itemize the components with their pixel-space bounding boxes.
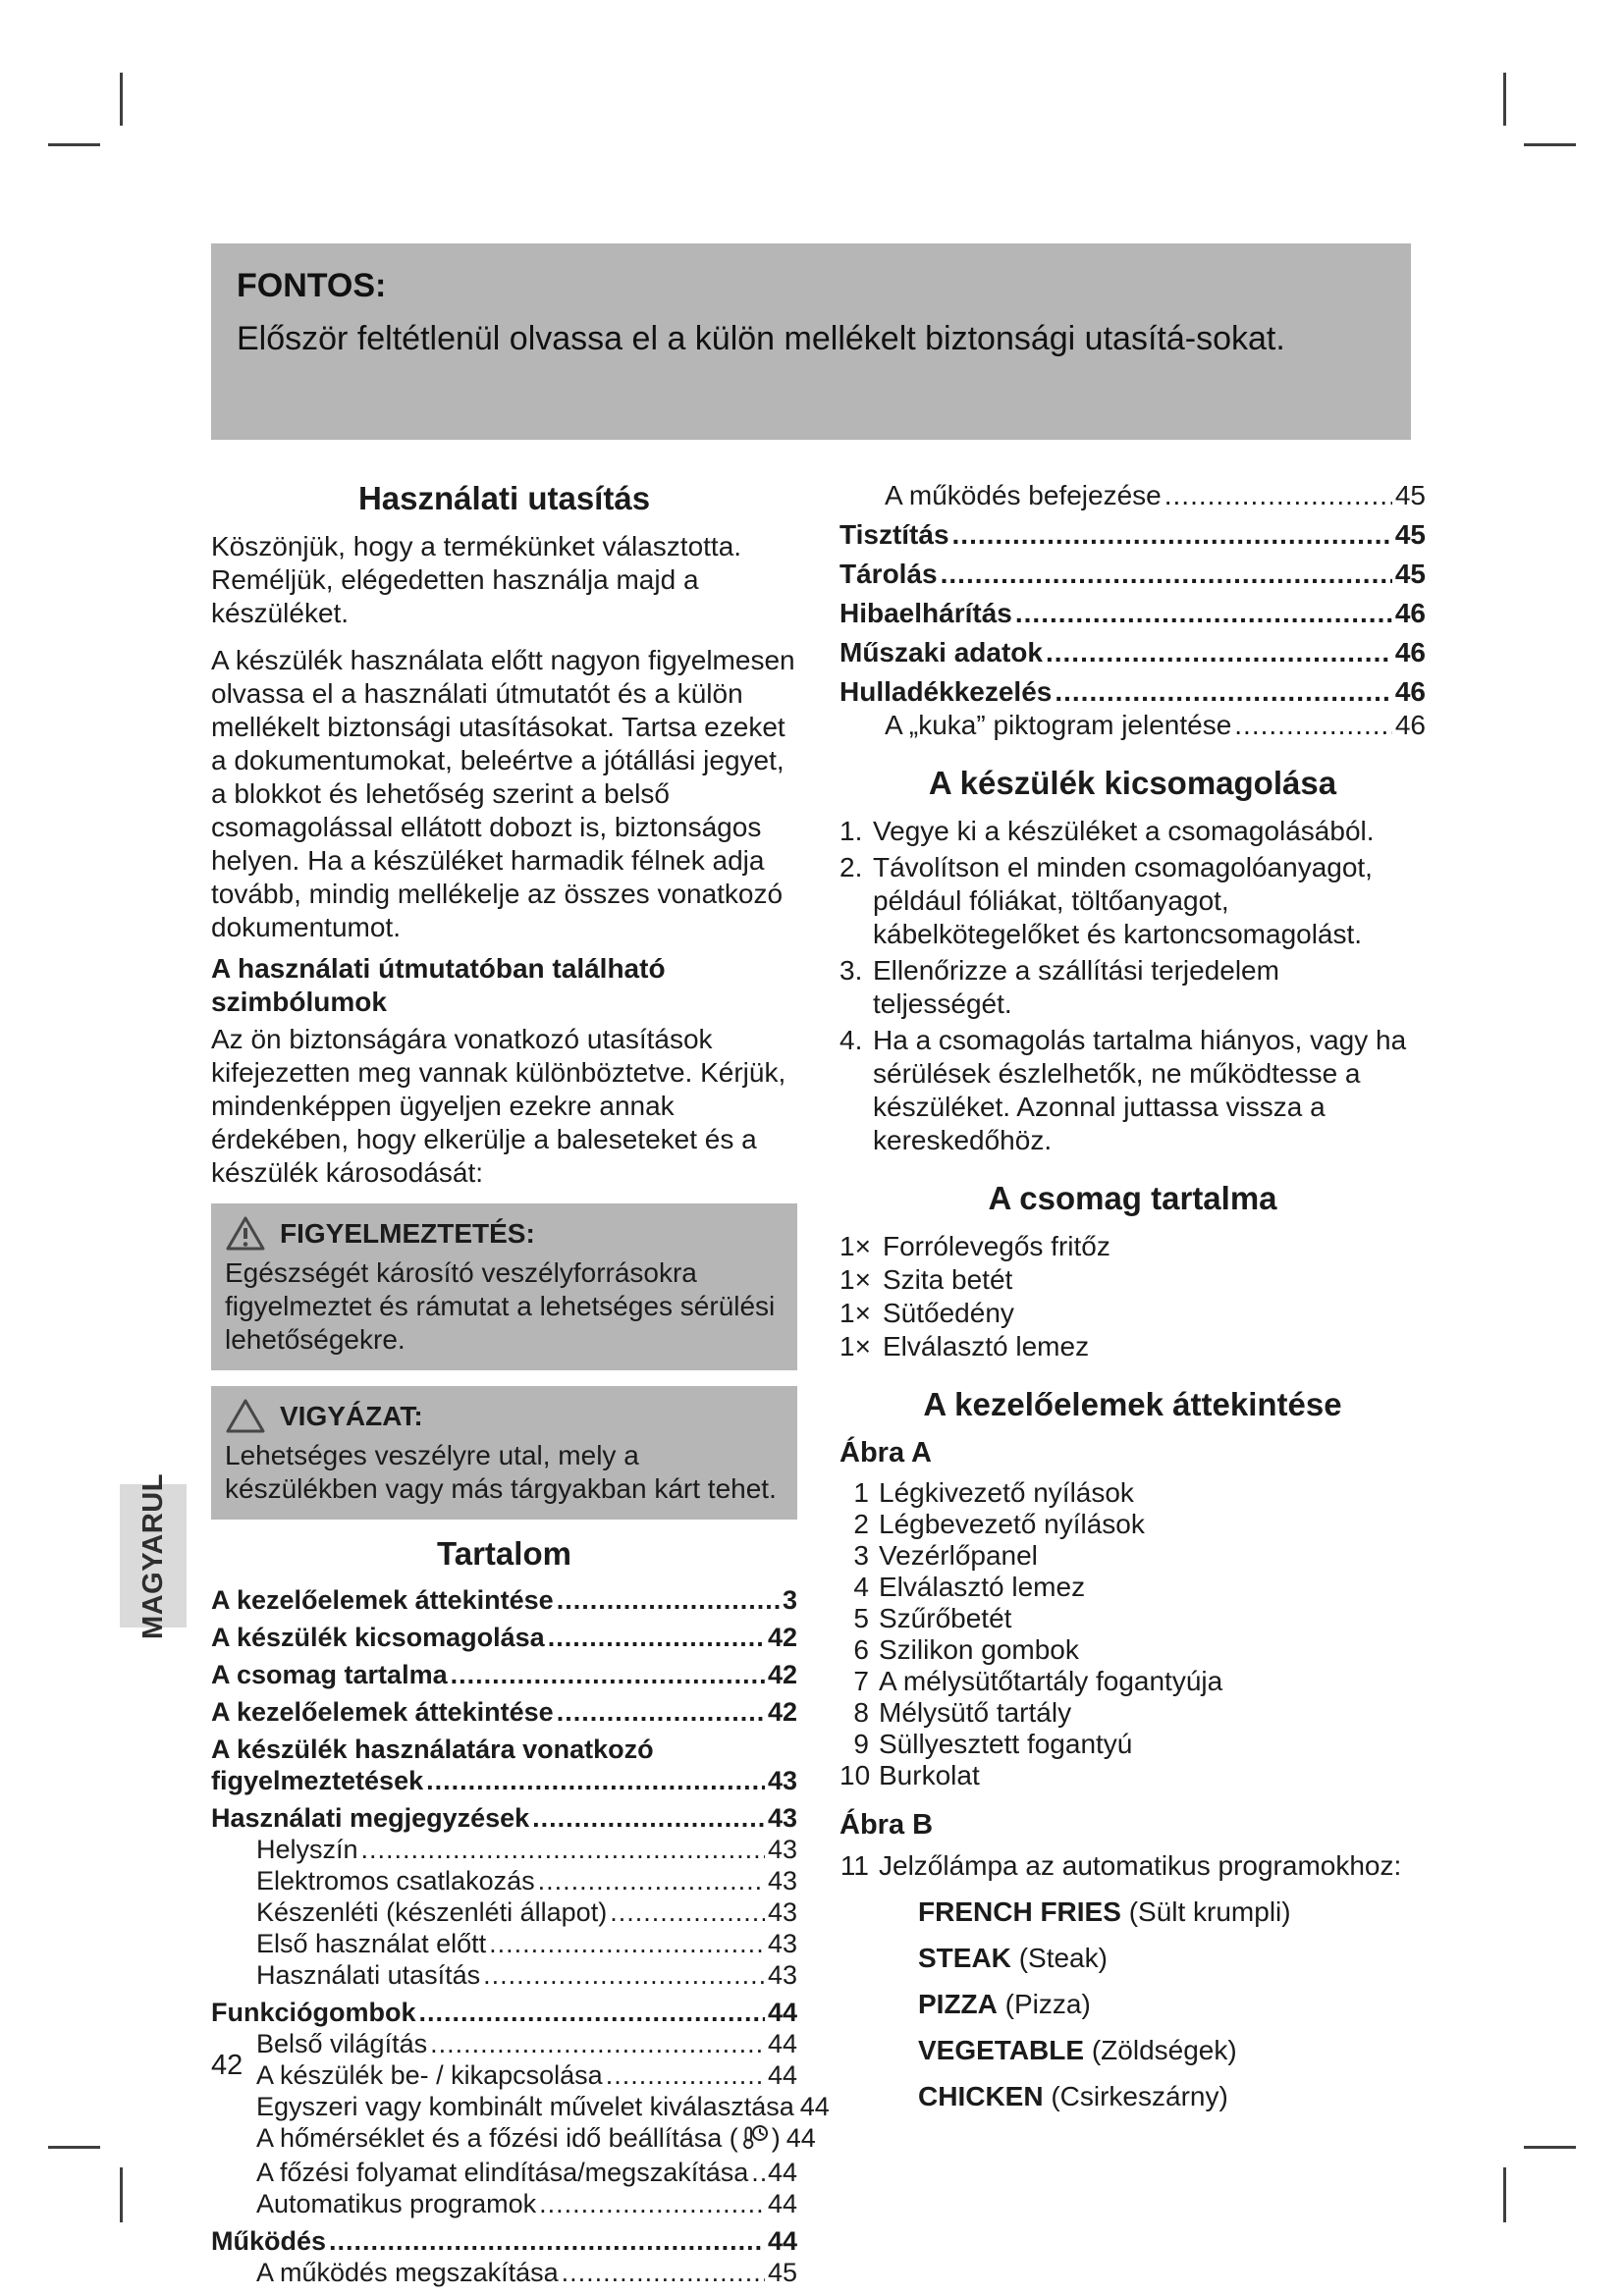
toc-dot-leader [952,518,1392,552]
figure-a-item [839,1572,1426,1602]
figure-a-item-label: Szűrőbetét [879,1603,1012,1633]
toc-entry-page: 44 [767,2226,797,2256]
figure-a-label: Ábra A [839,1437,932,1468]
toc-dot-leader [483,1959,765,1991]
crop-mark-bottom-left-v [120,2167,123,2222]
crop-mark-bottom-left-h [48,2146,100,2149]
unpacking-step-text: Ha a csomagolás tartalma hiányos, vagy ha sérülések észlelhetők, ne működtesse a készüléket. Azonnal juttassa vissza a kereskedőhöz. [873,1025,1407,1155]
toc-entry-page: 43 [767,1960,797,1990]
figure-a-item-label: Mélysütő tartály [879,1697,1072,1728]
toc-entry-label: A főzési folyamat elindítása/megszakítása [256,2158,749,2187]
package-item-qty: 1× [839,1331,871,1362]
crop-mark-top-right-h [1524,143,1576,146]
toc-entry-label: A készülék használatára vonatkozó [211,1735,654,1764]
overview-title: A kezelőelemek áttekintése [923,1386,1342,1422]
toc-entry-page: 44 [767,1998,797,2027]
program-item [839,2080,1426,2113]
notice-title: FONTOS: [237,267,387,304]
toc-entry-label: A működés befejezése [885,480,1162,510]
warning-text: Egészségét károsító veszélyforrásokra figyelmeztet és rámutat a lehetséges sérülési lehetőségekre. [225,1257,776,1355]
usage-instructions-title: Használati utasítás [357,480,651,516]
toc-entry [839,518,1426,552]
toc-entry-label: A készülék be- / kikapcsolása [256,2060,603,2090]
toc-entry [211,1584,797,1616]
toc-entry-label: Tárolás [839,559,938,589]
toc-list-right [839,479,1426,742]
figure-b-item-number: 11 [839,1850,869,1881]
figure-a-item-number: 10 [839,1760,871,1790]
toc-entry-label: Automatikus programok [256,2189,537,2218]
crop-mark-bottom-right-h [1524,2146,1576,2149]
toc-dot-leader [1234,709,1392,742]
toc-dot-leader [1015,597,1392,630]
figure-a-item-number: 8 [853,1697,869,1728]
package-item [839,1330,1426,1363]
unpacking-list [839,815,1426,1157]
unpacking-title: A készülék kicsomagolása [928,765,1337,801]
figure-a-item [839,1666,1426,1696]
toc-entry-page: 45 [1394,480,1426,510]
toc-entry [211,1834,797,1865]
figure-a-item-number: 9 [853,1729,869,1759]
caution-header [225,1398,782,1435]
notice-body: Először feltétlenül olvassa el a külön mellékelt biztonsági utasítá-sokat. [237,320,1285,357]
toc-entry-label: Elektromos csatlakozás [256,1866,535,1896]
intro-paragraph-2: A készülék használata előtt nagyon figyelmesen olvassa el a használati útmutatót és a külön mellékelt biztonsági utasításokat. Tartsa ezeket a dokumentumokat, beleértve a jótállási jegyet, a blokkot és lehetőség szerint a belső csomagolással ellátott dobozt is, biztonságos helyen. Ha a készüléket harmadik félnek adja tovább, mindig mellékelje az összes vonatkozó dokumentumot. [211,645,795,942]
toc-entry [211,1928,797,1959]
toc-entry [211,2257,797,2288]
toc-entry-page: 42 [767,1697,797,1727]
figure-a-item-number: 5 [853,1603,869,1633]
program-description: (Zöldségek) [1091,2035,1237,2065]
crop-mark-bottom-right-v [1503,2167,1506,2222]
toc-dot-leader [1164,479,1392,512]
figure-a-item [839,1509,1426,1539]
toc-entry-page: 43 [767,1766,797,1795]
toc-list-left [211,1584,830,2288]
toc-entry-label: A csomag tartalma [211,1660,448,1689]
toc-dot-leader [751,2157,765,2188]
unpacking-step-text: Ellenőrizze a szállítási terjedelem teljességét. [873,955,1279,1019]
figure-a-item-label: Vezérlőpanel [879,1540,1038,1571]
toc-entry [211,2028,797,2059]
unpacking-step [839,1024,1426,1157]
toc-dot-leader [539,2188,765,2219]
toc-entry-label: Tisztítás [839,519,949,550]
package-item-qty: 1× [839,1264,871,1295]
toc-entry-page: 42 [767,1660,797,1689]
program-item [839,2034,1426,2067]
figure-a-item-number: 7 [853,1666,869,1696]
figure-a-item [839,1634,1426,1665]
unpacking-step-text: Vegye ki a készüléket a csomagolásából. [873,816,1375,846]
caution-label: VIGYÁZAT: [280,1401,423,1431]
toc-entry-label: Használati utasítás [256,1960,481,1990]
figure-a-item [839,1540,1426,1571]
toc-entry-page: 44 [767,2189,797,2218]
program-name: FRENCH FRIES [918,1896,1121,1927]
language-tab [120,1472,187,1639]
toc-entry [211,2059,797,2091]
unpacking-step-text: Távolítson el minden csomagolóanyagot, például fóliákat, töltőanyagot, kábelkötegelőket és kartoncsomagolást. [873,852,1373,949]
figure-a-item-label: A mélysütőtartály fogantyúja [879,1666,1223,1696]
toc-entry [211,1765,797,1796]
toc-entry-page: 43 [767,1803,797,1833]
package-list [839,1230,1426,1363]
toc-entry [211,2091,830,2122]
toc-dot-leader [451,1659,765,1690]
package-item [839,1263,1426,1297]
figure-a-item-label: Elválasztó lemez [879,1572,1086,1602]
program-description: (Csirkeszárny) [1051,2081,1228,2111]
toc-dot-leader [557,1696,765,1728]
figure-b-item [839,1849,1426,1883]
program-description: (Pizza) [1004,1989,1091,2019]
toc-entry [211,1659,797,1690]
toc-entry-page: 43 [767,1866,797,1896]
unpacking-step [839,851,1426,951]
figure-a-item-number: 4 [853,1572,869,1602]
program-list [839,1896,1426,2113]
toc-entry-label: Helyszín [256,1835,358,1864]
package-item [839,1230,1426,1263]
important-notice-box [211,243,1411,440]
toc-entry-label: Egyszeri vagy kombinált művelet kiválasztása [256,2092,794,2121]
toc-entry [211,1896,797,1928]
toc-entry [839,558,1426,591]
toc-entry [839,597,1426,630]
toc-entry [839,479,1426,512]
crop-mark-top-left-h [48,143,100,146]
program-description: (Sült krumpli) [1128,1896,1291,1927]
intro-paragraph-1: Köszönjük, hogy a termékünket választotta. Reméljük, elégedetten használja majd a készüléket. [211,531,742,628]
toc-dot-leader [538,1865,765,1896]
warning-header [225,1215,782,1253]
toc-entry-label: Műszaki adatok [839,637,1043,667]
toc-entry [211,1865,797,1896]
figure-b-label: Ábra B [839,1809,934,1841]
toc-dot-leader [610,1896,765,1928]
toc-entry-page: 43 [767,1897,797,1927]
figure-a-item [839,1760,1426,1790]
toc-entry [211,1622,797,1653]
toc-entry-label: Hulladékkezelés [839,676,1053,707]
toc-dot-leader [1046,636,1392,669]
figure-a-item-label: Burkolat [879,1760,980,1790]
program-name: STEAK [918,1943,1011,1973]
toc-entry-page: 46 [1394,598,1426,628]
language-tab-label: MAGYARUL [136,1472,169,1639]
toc-entry-page: 44 [767,2060,797,2090]
figure-a-item [839,1729,1426,1759]
toc-entry-label: A készülék kicsomagolása [211,1623,545,1652]
figure-a-item-number: 1 [853,1477,869,1508]
toc-dot-leader [548,1622,765,1653]
toc-entry-page: 45 [1394,559,1426,589]
program-name: CHICKEN [918,2081,1044,2111]
toc-entry-page: 44 [799,2092,830,2121]
toc-dot-leader [361,1834,765,1865]
toc-entry-icon-parens: ( ) [722,2122,781,2157]
unpacking-step-number: 3. [839,955,863,986]
toc-entry [211,2122,816,2157]
page-number: 42 [211,2050,244,2081]
toc-entry-label: A kezelőelemek áttekintése [211,1585,554,1615]
toc-entry [839,709,1426,742]
toc-entry [211,2157,797,2188]
toc-entry-label: A működés megszakítása [256,2258,559,2287]
toc-entry [839,636,1426,669]
program-description: (Steak) [1018,1943,1108,1973]
toc-entry-page: 44 [767,2158,797,2187]
toc-dot-leader [430,2028,765,2059]
unpacking-step-number: 2. [839,852,863,882]
toc-entry-label: Funkciógombok [211,1998,416,2027]
unpacking-step [839,815,1426,848]
toc-entry-page: 46 [1394,710,1426,740]
toc-entry-label: Használati megjegyzések [211,1803,530,1833]
toc-entry [211,1802,797,1834]
figure-a-item-label: Légbevezető nyílások [879,1509,1145,1539]
toc-entry-label: Működés [211,2226,327,2256]
toc-entry-page: 42 [767,1623,797,1652]
toc-dot-leader [562,2257,765,2288]
toc-entry [211,2225,797,2257]
temp-time-icon [740,2124,770,2157]
crop-mark-top-right-v [1503,73,1506,126]
toc-entry [211,2188,797,2219]
toc-dot-leader [329,2225,765,2257]
package-title: A csomag tartalma [988,1180,1277,1216]
toc-entry-label: A kezelőelemek áttekintése [211,1697,554,1727]
warning-label: FIGYELMEZTETÉS: [280,1218,535,1249]
figure-a-item [839,1477,1426,1508]
toc-dot-leader [426,1765,765,1796]
figure-a-item [839,1603,1426,1633]
figure-a-item-number: 3 [853,1540,869,1571]
toc-entry-page: 45 [1394,519,1426,550]
crop-mark-top-left-v [120,73,123,126]
figure-a-item-number: 6 [853,1634,869,1665]
toc-dot-leader [557,1584,780,1616]
toc-entry-label: figyelmeztetések [211,1766,424,1795]
package-item-label: Sütőedény [883,1298,1014,1328]
right-column [839,479,1426,2113]
toc-entry-page: 43 [767,1929,797,1958]
toc-entry [211,1734,797,1765]
caution-text: Lehetséges veszélyre utal, mely a készülékben vagy más tárgyakban kárt tehet. [225,1440,777,1504]
toc-entry-label: A „kuka” piktogram jelentése [885,710,1232,740]
toc-title: Tartalom [437,1535,571,1572]
program-name: PIZZA [918,1989,998,2019]
toc-entry-label: Belső világítás [256,2029,428,2058]
toc-entry-page: 46 [1394,637,1426,667]
package-item-qty: 1× [839,1298,871,1328]
figure-a-list [839,1477,1426,1790]
toc-entry [839,675,1426,709]
unpacking-step-number: 4. [839,1025,863,1055]
toc-dot-leader [1055,675,1392,709]
warning-box [211,1203,797,1370]
unpacking-step-number: 1. [839,816,863,846]
program-item [839,1942,1426,1975]
caution-box [211,1386,797,1520]
toc-entry-page: 46 [1394,676,1426,707]
toc-dot-leader [606,2059,765,2091]
figure-a-item [839,1697,1426,1728]
toc-entry-label: A hőmérséklet és a főzési idő beállítása [256,2123,723,2153]
figure-a-item-label: Szilikon gombok [879,1634,1079,1665]
toc-entry-page: 44 [767,2029,797,2058]
symbols-paragraph: Az ön biztonságára vonatkozó utasítások kifejezetten meg vannak különböztetve. Kérjük, mindenképpen ügyeljen ezekre annak érdekében, hogy elkerülje a baleseteket és a készülék károsodását: [211,1024,786,1188]
toc-entry [211,1997,797,2028]
warning-triangle-icon [225,1215,266,1253]
figure-a-item-label: Süllyesztett fogantyú [879,1729,1133,1759]
toc-entry [211,1696,797,1728]
figure-a-item-number: 2 [853,1509,869,1539]
toc-dot-leader [419,1997,765,2028]
symbols-heading: A használati útmutatóban található szimbólumok [211,953,666,1017]
toc-dot-leader [532,1802,765,1834]
toc-entry-page: 3 [782,1585,797,1615]
unpacking-step [839,954,1426,1021]
toc-entry-page: 44 [785,2123,816,2153]
toc-entry-label: Első használat előtt [256,1929,487,1958]
caution-triangle-icon [225,1398,266,1435]
toc-entry [211,1959,797,1991]
package-item-label: Szita betét [883,1264,1013,1295]
program-name: VEGETABLE [918,2035,1085,2065]
toc-dot-leader [941,558,1392,591]
package-item-qty: 1× [839,1231,871,1261]
package-item-label: Forrólevegős fritőz [883,1231,1110,1261]
left-column [211,479,830,2288]
toc-entry-page: 45 [767,2258,797,2287]
figure-a-item-label: Légkivezető nyílások [879,1477,1134,1508]
toc-entry-label: Készenléti (készenléti állapot) [256,1897,608,1927]
toc-entry-label: Hibaelhárítás [839,598,1012,628]
toc-entry-page: 43 [767,1835,797,1864]
package-item [839,1297,1426,1330]
package-item-label: Elválasztó lemez [883,1331,1090,1362]
program-item [839,1896,1426,1929]
figure-b-item-label: Jelzőlámpa az automatikus programokhoz: [879,1850,1402,1881]
program-item [839,1988,1426,2021]
toc-dot-leader [489,1928,765,1959]
